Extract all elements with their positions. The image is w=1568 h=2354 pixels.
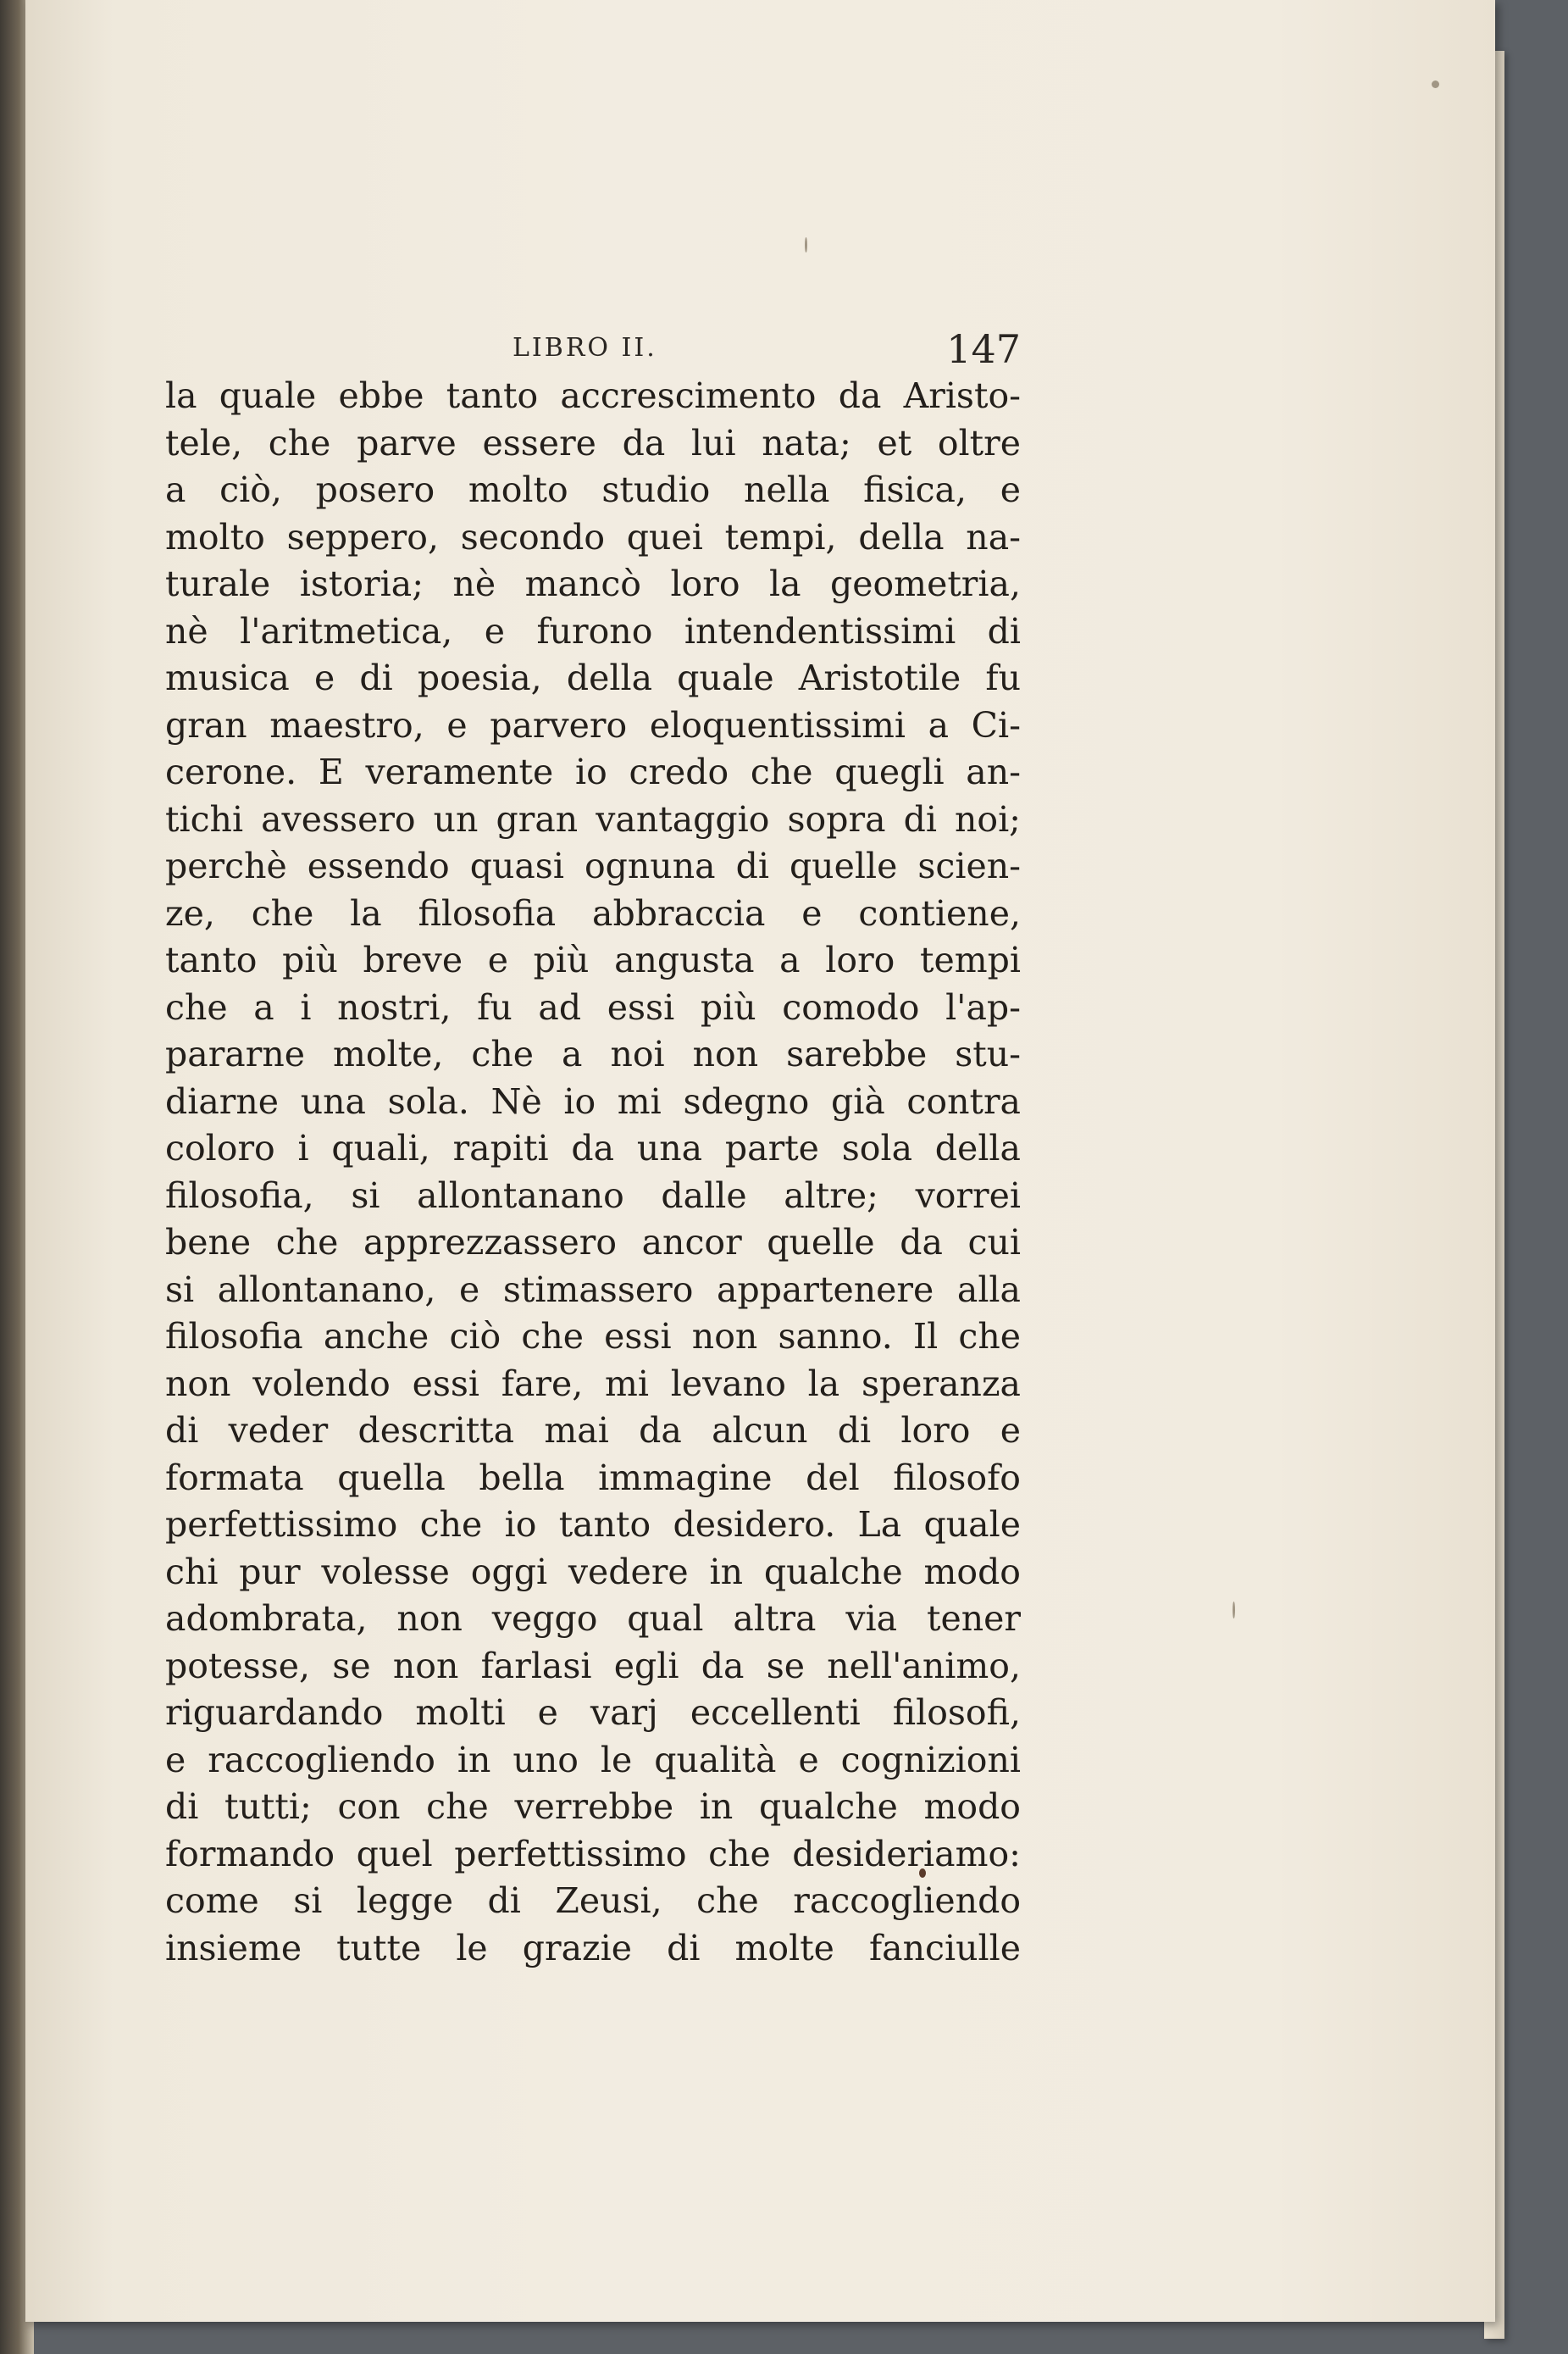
text-line: perchè essendo quasi ognuna di quelle scien- bbox=[165, 846, 1021, 886]
text-line: tichi avessero un gran vantaggio sopra di noi; bbox=[165, 798, 1021, 840]
body-text bbox=[165, 373, 1021, 1972]
page-header bbox=[165, 326, 1021, 377]
text-line: molto seppero, secondo quei tempi, della na- bbox=[165, 516, 1021, 558]
page-number: 147 bbox=[946, 326, 1021, 372]
text-line: diarne una sola. Nè io mi sdegno già contra bbox=[165, 1080, 1021, 1122]
text-line: filosofia anche ciò che essi non sanno. Il che bbox=[165, 1316, 1021, 1357]
text-line: tele, che parve essere da lui nata; et oltre bbox=[165, 422, 1021, 464]
text-line: coloro i quali, rapiti da una parte sola della bbox=[165, 1128, 1021, 1169]
text-line: e raccogliendo in uno le qualità e cognizioni bbox=[165, 1739, 1021, 1780]
text-line: riguardando molti e varj eccellenti filosofi, bbox=[165, 1692, 1021, 1733]
text-line: nè l'aritmetica, e furono intendentissimi di bbox=[165, 610, 1021, 652]
text-line: come si legge di Zeusi, che raccogliendo bbox=[165, 1880, 1021, 1921]
text-line: tanto più breve e più angusta a loro tempi bbox=[165, 940, 1021, 980]
text-line: formata quella bella immagine del filosofo bbox=[165, 1457, 1021, 1498]
text-line: di tutti; con che verrebbe in qualche modo bbox=[165, 1786, 1021, 1827]
text-line: ze, che la filosofia abbraccia e contiene, bbox=[165, 892, 1021, 934]
text-line: si allontanano, e stimassero appartenere alla bbox=[165, 1269, 1021, 1310]
text-line: non volendo essi fare, mi levano la speranza bbox=[165, 1363, 1021, 1404]
text-line: turale istoria; nè mancò loro la geometria, bbox=[165, 564, 1021, 604]
text-line: la quale ebbe tanto accrescimento da Aristo- bbox=[165, 375, 1021, 416]
text-line: bene che apprezzassero ancor quelle da cui bbox=[165, 1222, 1021, 1263]
text-line: a ciò, posero molto studio nella fisica, e bbox=[165, 469, 1021, 510]
text-line: musica e di poesia, della quale Aristotile fu bbox=[165, 658, 1021, 698]
text-line: filosofia, si allontanano dalle altre; vorrei bbox=[165, 1174, 1021, 1216]
text-line: gran maestro, e parvero eloquentissimi a Ci- bbox=[165, 704, 1021, 746]
paper-speck bbox=[805, 237, 807, 253]
text-line: chi pur volesse oggi vedere in qualche modo bbox=[165, 1551, 1021, 1592]
text-line: che a i nostri, fu ad essi più comodo l'ap- bbox=[165, 986, 1021, 1028]
text-line: perfettissimo che io tanto desidero. La quale bbox=[165, 1504, 1021, 1545]
text-line: cerone. E veramente io credo che quegli an- bbox=[165, 752, 1021, 792]
text-line: adombrata, non veggo qual altra via tener bbox=[165, 1598, 1021, 1639]
text-line: potesse, se non farlasi egli da se nell'animo, bbox=[165, 1645, 1021, 1686]
running-head: LIBRO II. bbox=[513, 333, 657, 363]
paper-speck bbox=[1233, 1602, 1235, 1618]
text-line: pararne molte, che a noi non sarebbe stu- bbox=[165, 1034, 1021, 1074]
text-line: di veder descritta mai da alcun di loro e bbox=[165, 1410, 1021, 1451]
text-line: formando quel perfettissimo che desideriamo: bbox=[165, 1833, 1021, 1874]
text-line: insieme tutte le grazie di molte fanciulle bbox=[165, 1927, 1021, 1968]
paper-speck bbox=[1432, 81, 1439, 88]
